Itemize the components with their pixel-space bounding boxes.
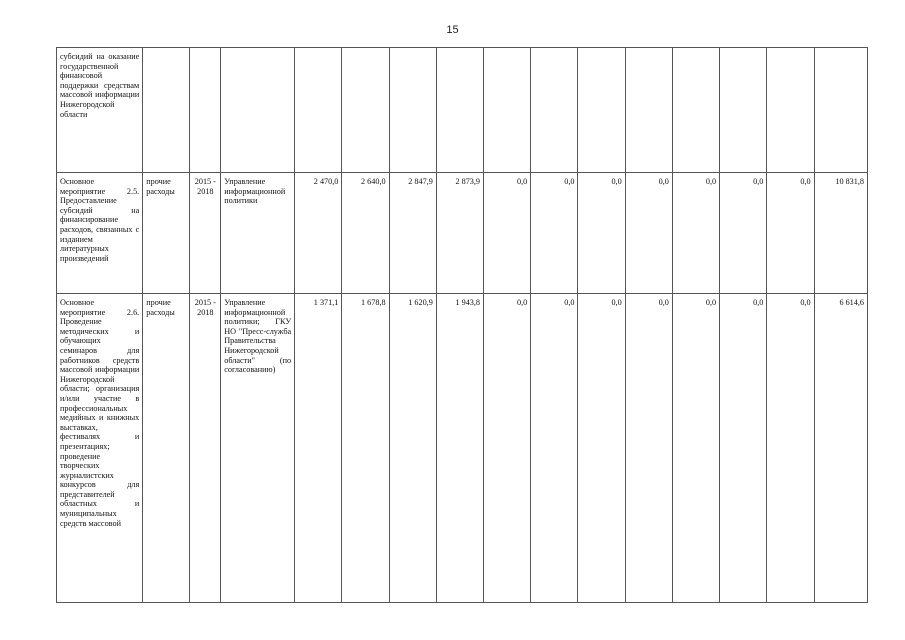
amount-cell: 0,0 bbox=[625, 294, 672, 603]
amount-cell bbox=[767, 48, 814, 173]
amount-cell bbox=[672, 48, 719, 173]
amount-cell: 0,0 bbox=[531, 173, 578, 294]
amount-cell bbox=[295, 48, 342, 173]
funding-source-cell: прочие расходы bbox=[143, 173, 190, 294]
amount-cell bbox=[531, 48, 578, 173]
measure-name-cell: Основное мероприятие 2.6. Проведение методических и обучающих семинаров для работников средств массовой информации Нижегородской области; организация и/или участие в профессиональных медийных и книжных выставках, фестивалях и презентациях; проведение творческих журналистских конкурсов для представителей областных и муниципальных средств массовой bbox=[57, 294, 143, 603]
amount-cell bbox=[578, 48, 625, 173]
amount-cell: 10 831,8 bbox=[814, 173, 867, 294]
amount-cell: 2 873,9 bbox=[436, 173, 483, 294]
amount-cell bbox=[720, 48, 767, 173]
period-cell bbox=[190, 48, 221, 173]
amount-cell: 1 943,8 bbox=[436, 294, 483, 603]
amount-cell: 0,0 bbox=[578, 294, 625, 603]
amount-cell: 0,0 bbox=[672, 294, 719, 603]
amount-cell bbox=[436, 48, 483, 173]
table-row bbox=[57, 294, 868, 603]
table-row bbox=[57, 48, 868, 173]
amount-cell: 2 847,9 bbox=[389, 173, 436, 294]
measure-name-cell: субсидий на оказание государственной финансовой поддержки средствам массовой информации Нижегородской области bbox=[57, 48, 143, 173]
amount-cell bbox=[484, 48, 531, 173]
amount-cell: 1 371,1 bbox=[295, 294, 342, 603]
amount-cell bbox=[625, 48, 672, 173]
amount-cell: 6 614,6 bbox=[814, 294, 867, 603]
executor-cell: Управление информационной политики; ГКУ НО "Пресс-служба Правительства Нижегородской области" (по согласованию) bbox=[221, 294, 295, 603]
amount-cell: 0,0 bbox=[672, 173, 719, 294]
page-number: 15 bbox=[446, 24, 459, 36]
measure-name-cell: Основное мероприятие 2.5. Предоставление субсидий на финансирование расходов, связанных с изданием литературных произведений bbox=[57, 173, 143, 294]
executor-cell: Управление информационной политики bbox=[221, 173, 295, 294]
amount-cell: 1 620,9 bbox=[389, 294, 436, 603]
amount-cell: 0,0 bbox=[484, 173, 531, 294]
executor-cell bbox=[221, 48, 295, 173]
amount-cell: 0,0 bbox=[578, 173, 625, 294]
amount-cell: 0,0 bbox=[625, 173, 672, 294]
budget-table bbox=[56, 47, 868, 603]
amount-cell: 2 470,0 bbox=[295, 173, 342, 294]
funding-source-cell: прочие расходы bbox=[143, 294, 190, 603]
period-cell: 2015 - 2018 bbox=[190, 294, 221, 603]
period-cell: 2015 - 2018 bbox=[190, 173, 221, 294]
amount-cell bbox=[814, 48, 867, 173]
amount-cell: 0,0 bbox=[531, 294, 578, 603]
amount-cell: 1 678,8 bbox=[342, 294, 389, 603]
amount-cell bbox=[342, 48, 389, 173]
amount-cell: 0,0 bbox=[767, 294, 814, 603]
amount-cell: 0,0 bbox=[484, 294, 531, 603]
table-row bbox=[57, 173, 868, 294]
amount-cell: 0,0 bbox=[720, 294, 767, 603]
amount-cell: 0,0 bbox=[720, 173, 767, 294]
amount-cell: 2 640,0 bbox=[342, 173, 389, 294]
amount-cell bbox=[389, 48, 436, 173]
funding-source-cell bbox=[143, 48, 190, 173]
amount-cell: 0,0 bbox=[767, 173, 814, 294]
